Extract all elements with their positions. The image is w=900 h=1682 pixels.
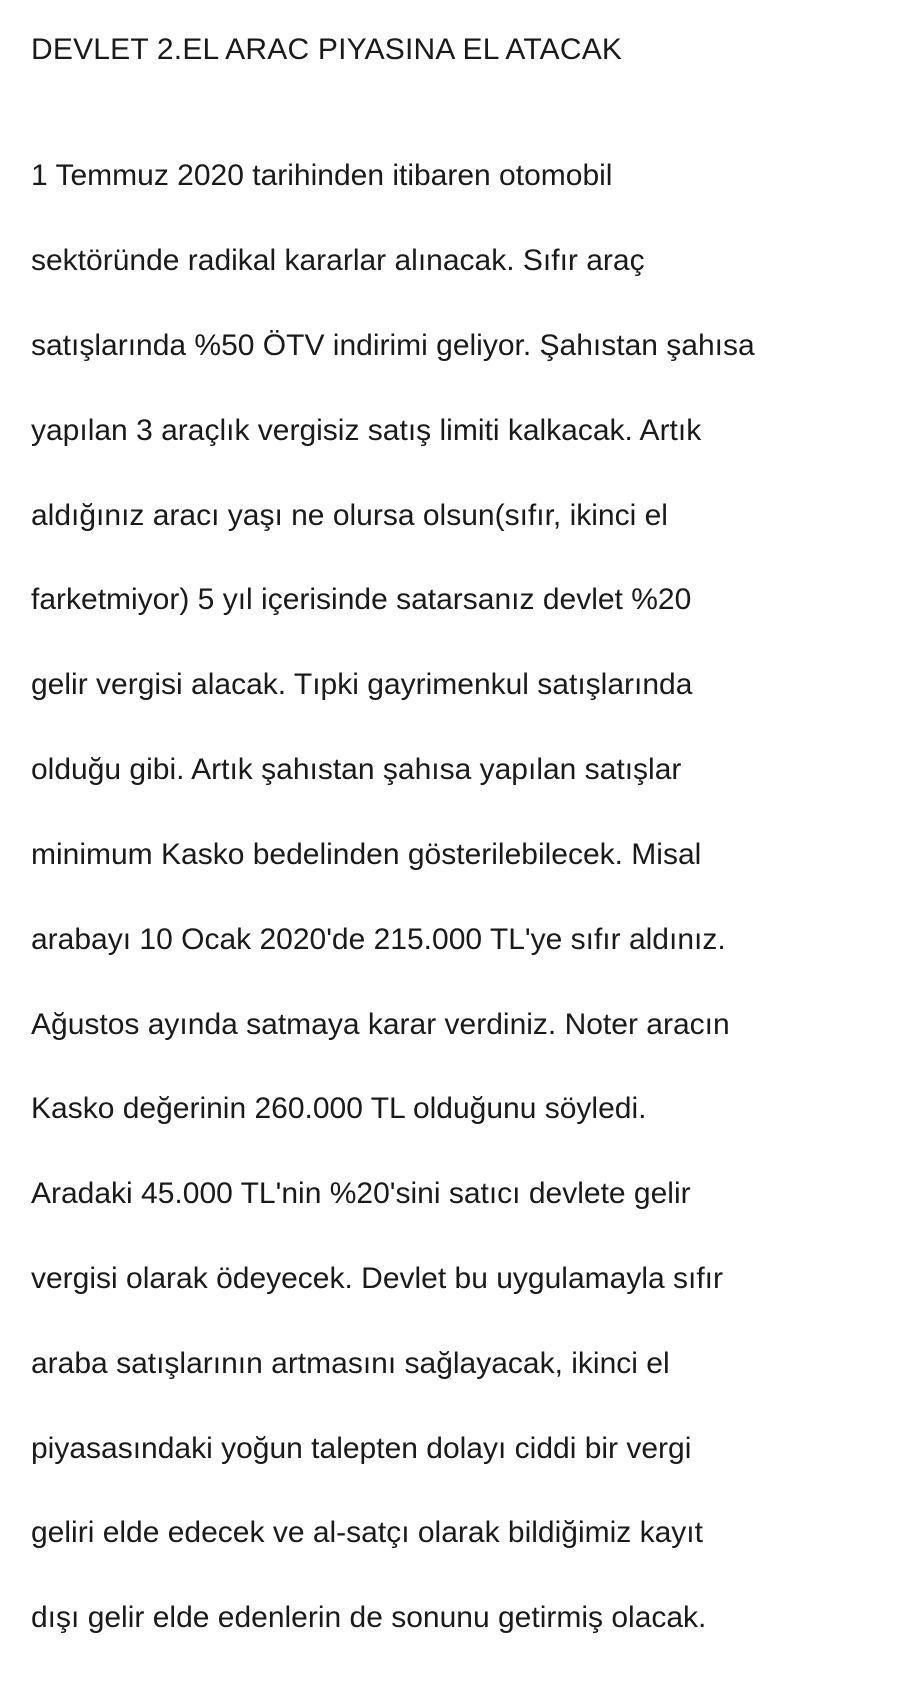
body-line: piyasasındaki yoğun talepten dolayı ciddi bir vergi (31, 1431, 692, 1465)
body-line: dışı gelir elde edenlerin de sonunu getirmiş olacak. (31, 1601, 707, 1635)
note-content (31, 28, 881, 1682)
note-body (31, 113, 881, 1682)
body-line: sektöründe radikal kararlar alınacak. Sıfır araç (31, 244, 645, 278)
body-line: farketmiyor) 5 yıl içerisinde satarsanız devlet %20 (31, 583, 692, 617)
body-line: aldığınız aracı yaşı ne olursa olsun(sıfır, ikinci el (31, 498, 668, 532)
body-line: geliri elde edecek ve al-satçı olarak bildiğimiz kayıt (31, 1516, 703, 1550)
body-line: Kasko değerinin 260.000 TL olduğunu söyledi. (31, 1092, 647, 1126)
body-line: Aradaki 45.000 TL'nin %20'sini satıcı devlete gelir (31, 1177, 691, 1211)
body-line: minimum Kasko bedelinden gösterilebilecek. Misal (31, 837, 702, 871)
body-line: satışlarında %50 ÖTV indirimi geliyor. Şahıstan şahısa (31, 329, 755, 363)
body-line: 1 Temmuz 2020 tarihinden itibaren otomobil (31, 159, 613, 193)
body-line: araba satışlarının artmasını sağlayacak, ikinci el (31, 1346, 670, 1380)
body-line: arabayı 10 Ocak 2020'de 215.000 TL'ye sıfır aldınız. (31, 922, 726, 956)
body-line: Ağustos ayında satmaya karar verdiniz. Noter aracın (31, 1007, 730, 1041)
body-line: vergisi olarak ödeyecek. Devlet bu uygulamayla sıfır (31, 1261, 723, 1295)
body-line: olduğu gibi. Artık şahıstan şahısa yapılan satışlar (31, 753, 682, 787)
body-line: gelir vergisi alacak. Tıpki gayrimenkul satışlarında (31, 668, 693, 702)
body-line: yapılan 3 araçlık vergisiz satış limiti kalkacak. Artık (31, 413, 702, 447)
note-title: DEVLET 2.EL ARAC PIYASINA EL ATACAK (31, 33, 623, 66)
